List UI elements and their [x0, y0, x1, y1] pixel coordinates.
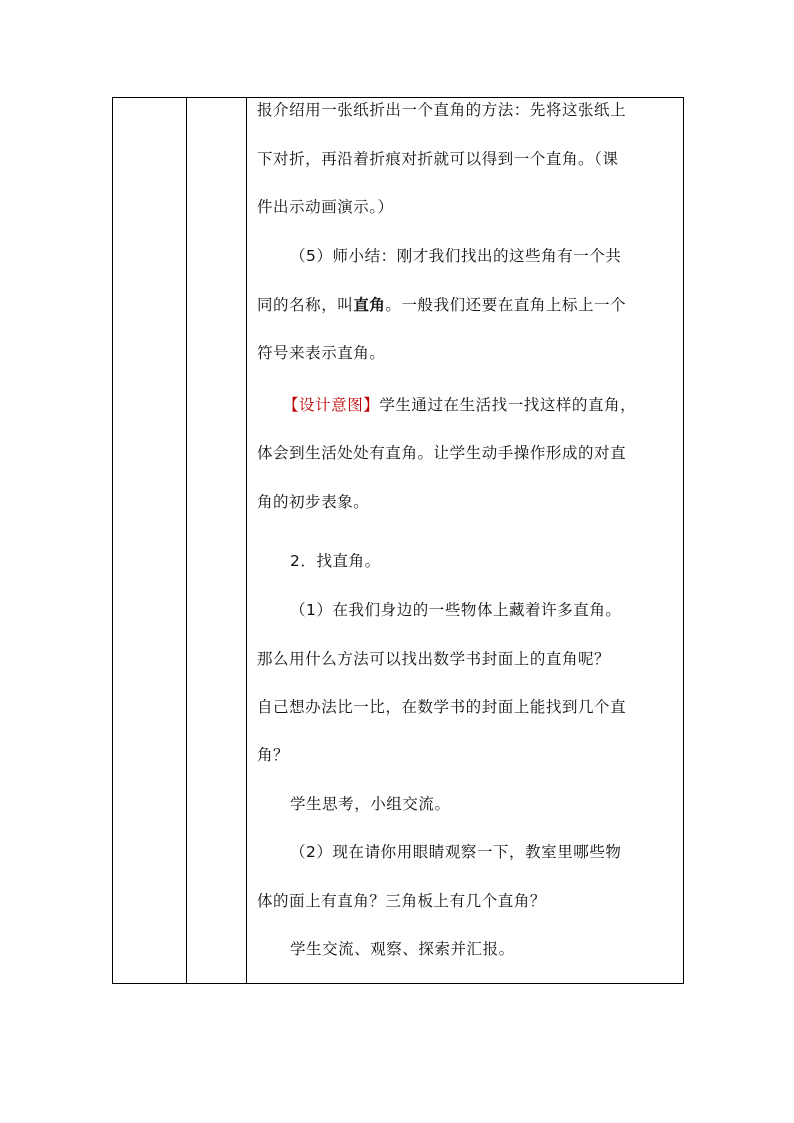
text-line: 角的初步表象。	[257, 493, 370, 511]
text-span: 学生通过在生活找一找这样的直角，	[379, 396, 637, 414]
design-intent-tag: 【设计意图】	[283, 396, 380, 414]
bold-term: 直角	[353, 296, 386, 314]
text-line: 体的面上有直角？三角板上有几个直角？	[257, 892, 546, 910]
text-line: 下对折，再沿着折痕对折就可以得到一个直角。（课	[257, 150, 619, 168]
text-line: 体会到生活处处有直角。让学生动手操作形成的对直	[257, 444, 627, 462]
text-line: （2）现在请你用眼睛观察一下，教室里哪些物	[290, 843, 622, 861]
text-line: 那么用什么方法可以找出数学书封面上的直角呢？	[257, 650, 611, 668]
text-line: （5）师小结：刚才我们找出的这些角有一个共	[290, 247, 622, 265]
text-line: 报介绍用一张纸折出一个直角的方法：先将这张纸上	[257, 101, 627, 119]
text-line: 自己想办法比一比，在数学书的封面上能找到几个直	[257, 698, 627, 716]
lesson-table	[112, 97, 684, 984]
text-span: 同的名称，叫	[257, 296, 354, 314]
section-heading: 2．找直角。	[290, 552, 381, 570]
text-line	[283, 395, 708, 415]
text-line: 学生思考，小组交流。	[290, 795, 451, 813]
text-line: 件出示动画演示。）	[257, 198, 394, 216]
text-line: 角？	[257, 746, 290, 764]
text-line: 符号来表示直角。	[257, 344, 386, 362]
text-line: （1）在我们身边的一些物体上藏着许多直角。	[290, 601, 622, 619]
text-line: 学生交流、观察、探索并汇报。	[290, 940, 515, 958]
content-cell	[247, 98, 684, 983]
text-line	[257, 295, 682, 315]
text-span: 。一般我们还要在直角上标上一个	[385, 296, 627, 314]
column-divider	[186, 98, 187, 983]
